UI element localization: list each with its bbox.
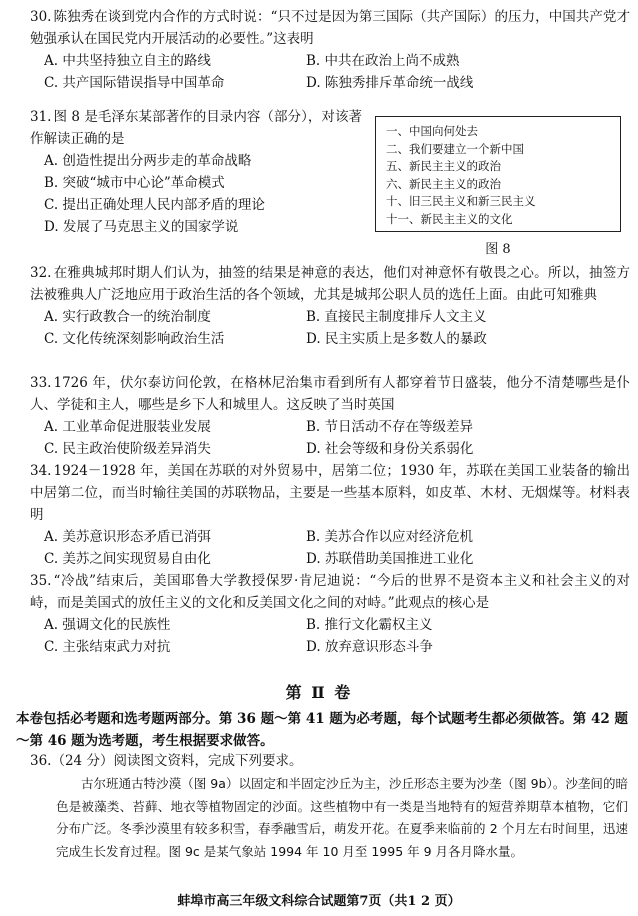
question-30 (30, 6, 630, 94)
question-stem: 1726 年，伏尔泰访问伦敦，在格林尼治集市看到所有人都穿着节日盛装，他分不清楚哪些是仆人、学徒和主人，哪些是乡下人和城里人。这反映了当时英国 (30, 375, 630, 413)
option-list (30, 416, 630, 460)
question-stem: 陈独秀在谈到党内合作的方式时说：“只不过是因为第三国际（共产国际）的压力，中国共产党才勉强承认在国民党内开展活动的必要性。”这表明 (30, 9, 630, 47)
option-list (30, 50, 630, 94)
question-36-material: 古尔班通古特沙漠（图 9a）以固定和半固定沙丘为主，沙丘形态主要为沙垄（图 9b）。沙垄间的暗色是被藻类、苔藓、地衣等植物固定的沙面。这些植物中有一类是当地特有的短营养期草本植物，它们分布广泛。冬季沙漠里有较多积雪，春季融雪后，萌发开花。在夏季来临前的 2 个月左右时间里，迅速完成生长发育过程。图 9c 是某气象站 1994 年 10 月至 1995 年 9 月各月降水量。 (56, 776, 628, 859)
option-a: A. 实行政教合一的统治制度 (44, 309, 211, 325)
option-list (30, 306, 630, 350)
option-list (30, 614, 630, 658)
option-a: A. 中共坚持独立自主的路线 (44, 53, 211, 69)
question-number: 30. (30, 9, 52, 25)
question-34 (30, 460, 630, 570)
question-31 (30, 106, 362, 238)
figure-8-caption: 图 8 (485, 242, 511, 257)
option-d: D. 放弃意识形态斗争 (306, 639, 433, 655)
question-35 (30, 570, 630, 658)
option-a: A. 工业革命促进服装业发展 (44, 419, 211, 435)
option-b: B. 直接民主制度排斥人文主义 (306, 309, 487, 325)
option-c: C. 共产国际错误指导中国革命 (44, 75, 225, 91)
toc-item: 十一、新民主主义的文化 (386, 211, 513, 226)
question-stem: 在雅典城邦时期人们认为，抽签的结果是神意的表达，他们对神意怀有敬畏之心。所以，抽签方法被雅典人广泛地应用于政治生活的各个领域，尤其是城邦公职人员的选任上面。由此可知雅典 (30, 265, 630, 303)
question-stem: 图 8 是毛泽东某部著作的目录内容（部分），对该著作解读正确的是 (30, 109, 362, 147)
option-d: D. 发展了马克思主义的国家学说 (44, 219, 239, 235)
option-list (30, 150, 362, 238)
option-b: B. 美苏合作以应对经济危机 (306, 529, 474, 545)
toc-item: 十、旧三民主义和新三民主义 (386, 194, 536, 208)
option-d: D. 陈独秀排斥革命统一战线 (306, 75, 474, 91)
option-a: A. 创造性提出分两步走的革命战略 (44, 153, 252, 169)
part-2-title: 第 Ⅱ 卷 (285, 683, 353, 702)
option-b: B. 推行文化霸权主义 (306, 617, 433, 633)
option-b: B. 突破“城市中心论”革命模式 (44, 175, 225, 191)
question-36-stem: 36.（24 分）阅读图文资料，完成下列要求。 (30, 753, 303, 769)
option-list (30, 526, 630, 570)
option-c: C. 美苏之间实现贸易自由化 (44, 551, 211, 567)
question-stem: 1924－1928 年，美国在苏联的对外贸易中，居第二位；1930 年，苏联在美国工业装备的输出中居第二位，而当时输往美国的苏联物品，主要是一些基本原料，如皮革、木材、无烟煤等。材料表明 (30, 463, 630, 523)
part-2-instructions: 本卷包括必考题和选考题两部分。第 36 题～第 41 题为必考题，每个试题考生都必须做答。第 42 题～第 46 题为选考题，考生根据要求做答。 (16, 711, 628, 749)
toc-item: 六、新民主主义的政治 (386, 176, 501, 191)
question-number: 35. (30, 573, 52, 589)
toc-item: 一、中国向何处去 (386, 124, 478, 138)
question-stem: “冷战”结束后，美国耶鲁大学教授保罗·肯尼迪说：“今后的世界不是资本主义和社会主义的对峙，而是美国式的放任主义的文化和反美国文化之间的对峙。”此观点的核心是 (30, 573, 630, 611)
question-number: 31. (30, 109, 52, 125)
question-number: 33. (30, 375, 52, 391)
option-c: C. 主张结束武力对抗 (44, 639, 171, 655)
toc-item: 五、新民主主义的政治 (386, 159, 501, 173)
option-b: B. 节日活动不存在等级差异 (306, 419, 474, 435)
option-d: D. 苏联借助美国推进工业化 (306, 551, 474, 567)
question-number: 34. (30, 463, 52, 479)
option-a: A. 美苏意识形态矛盾已消弭 (44, 529, 211, 545)
page-footer: 蚌埠市高三年级文科综合试题第7页（共1 2 页） (177, 894, 461, 909)
question-number: 32. (30, 265, 52, 281)
option-d: D. 社会等级和身份关系弱化 (306, 441, 474, 457)
option-c: C. 文化传统深刻影响政治生活 (44, 331, 225, 347)
option-c: C. 民主政治使阶级差异消失 (44, 441, 211, 457)
option-c: C. 提出正确处理人民内部矛盾的理论 (44, 197, 265, 213)
option-d: D. 民主实质上是多数人的暴政 (306, 331, 487, 347)
question-33 (30, 372, 630, 460)
question-32 (30, 262, 630, 350)
option-a: A. 强调文化的民族性 (44, 617, 171, 633)
option-b: B. 中共在政治上尚不成熟 (306, 53, 460, 69)
toc-item: 二、我们要建立一个新中国 (386, 141, 524, 156)
figure-8-box (375, 116, 621, 232)
